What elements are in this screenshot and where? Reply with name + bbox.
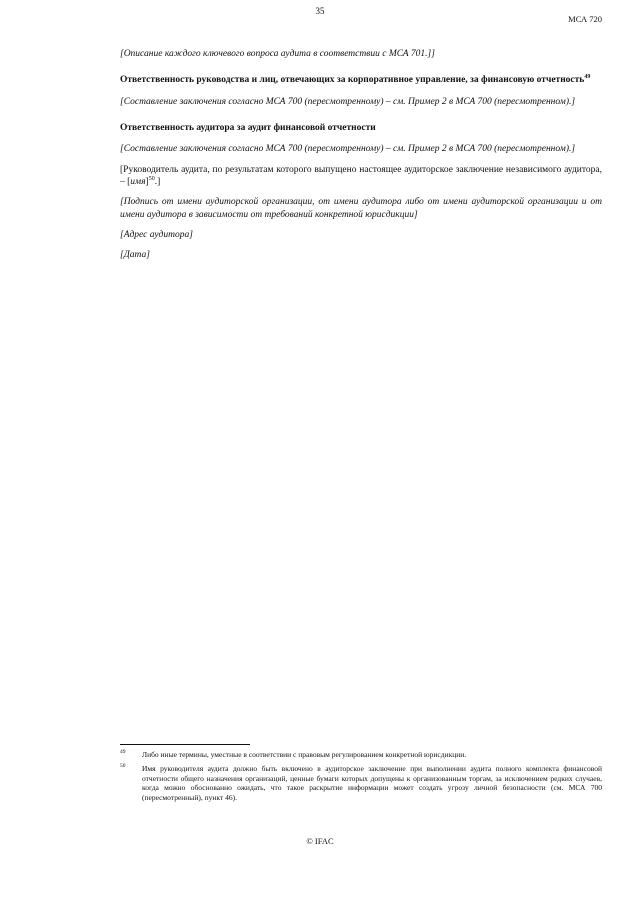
engagement-partner-bracket: ]: [145, 177, 149, 188]
footnotes: [120, 744, 602, 807]
footnote-separator: [120, 744, 250, 745]
paragraph-date: [Дата]: [120, 250, 150, 261]
heading-auditor-responsibility: Ответственность аудитора за аудит финансовой отчетности: [120, 123, 376, 134]
copyright: © IFAC: [306, 836, 334, 846]
footnote-number: 50: [120, 762, 126, 769]
paragraph-signature: [Подпись от имени аудиторской организации, от имени аудитора либо от имени аудиторской организации и от имени аудитора в зависимости от требований конкретной юрисдикции]: [120, 197, 602, 220]
paragraph-key-audit-matters: [Описание каждого ключевого вопроса аудита в соответствии с МСА 701.]]: [120, 49, 435, 59]
footnote-text: Имя руководителя аудита должно быть включено в аудиторское заключение при выполнении аудита полного комплекта финансовой отчетности общего назначения организаций, ценные бумаги которых допущены к организованным торгам, за исключением редких случаев, когда можно обоснованно ожидать, что такое раскрытие информации может создать угрозу личной безопасности (см. МСА 700 (пересмотренный), пункт 46).: [142, 763, 602, 802]
footnote-49: [120, 750, 602, 760]
page-number: 35: [315, 6, 325, 16]
paragraph-reporting-1: [Составление заключения согласно МСА 700 (пересмотренному) – см. Пример 2 в МСА 700 (пересмотренном).]: [120, 96, 576, 107]
footnote-ref-49[interactable]: 49: [584, 74, 591, 81]
footnote-number: 49: [120, 749, 126, 755]
engagement-partner-name-placeholder: имя: [130, 177, 146, 188]
engagement-partner-text: [Руководитель аудита, по результатам которого выпущено настоящее аудиторское заключение независимого аудитора, – [: [120, 164, 602, 188]
engagement-partner-end: .]: [154, 177, 161, 188]
footnote-text: Либо иные термины, уместные в соответствии с правовым регулированием конкретной юрисдикции.: [142, 750, 467, 759]
document-code: МСА 720: [568, 14, 602, 24]
paragraph-reporting-2: [Составление заключения согласно МСА 700 (пересмотренному) – см. Пример 2 в МСА 700 (пересмотренном).]: [120, 144, 576, 155]
page-content: [120, 48, 602, 270]
heading-management-responsibility: [120, 74, 602, 86]
paragraph-engagement-partner: [120, 164, 602, 189]
footnote-50: [120, 764, 602, 803]
heading-management-responsibility-text: Ответственность руководства и лиц, отвечающих за корпоративное управление, за финансовую отчетность: [120, 75, 585, 86]
footnote-ref-50[interactable]: 50: [148, 175, 155, 182]
paragraph-auditor-address: [Адрес аудитора]: [120, 230, 193, 241]
